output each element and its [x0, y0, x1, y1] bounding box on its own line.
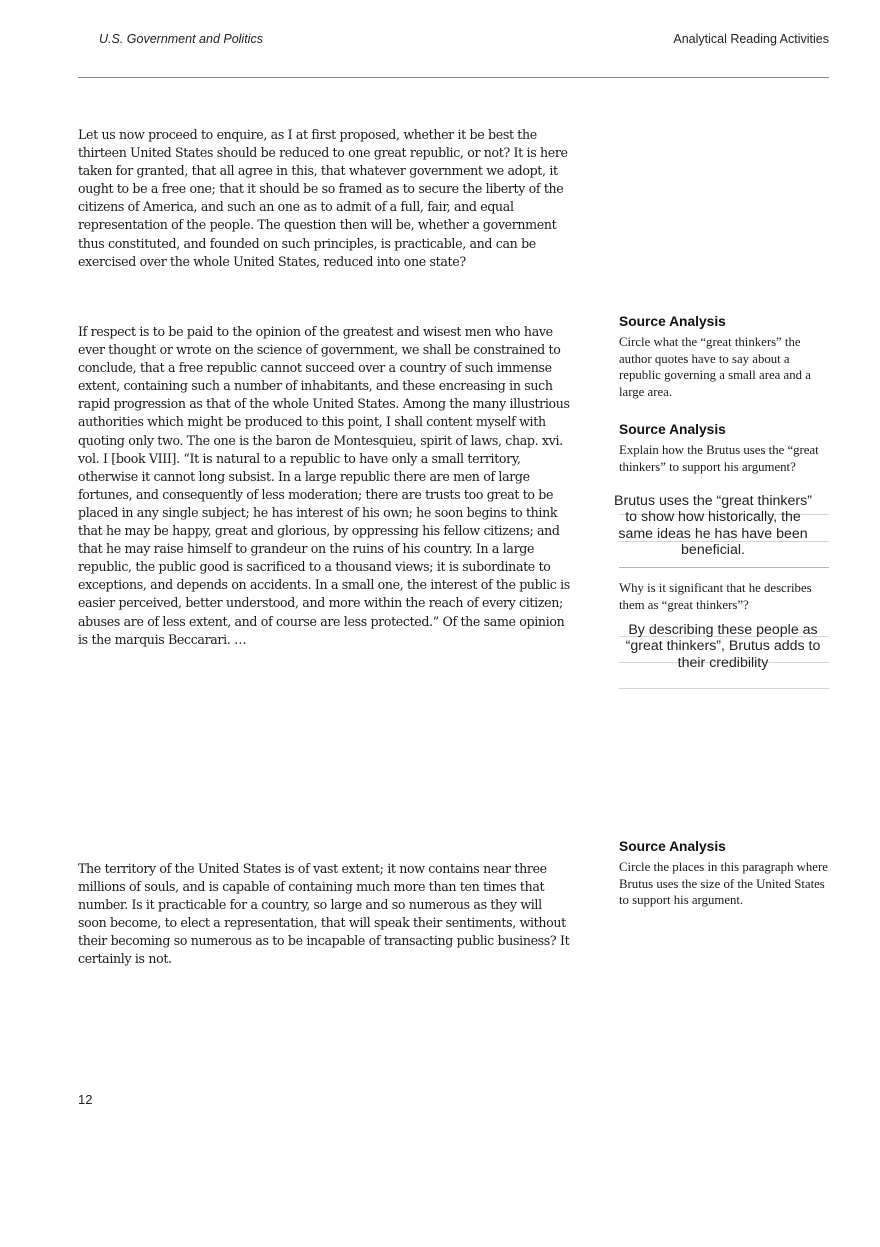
source-analysis-prompt: Circle what the “great thinkers” the author quotes have to say about a republic governing a small area and a large area.	[619, 335, 811, 399]
page-number: 12	[78, 1092, 93, 1107]
source-analysis-box-3	[619, 838, 831, 909]
header-section-title: Analytical Reading Activities	[673, 32, 829, 46]
body-paragraph-3: The territory of the United States is of vast extent; it now contains near three millions of souls, and is capable of containing much more than ten times that number. Is it practicable for a country, so large and so numerous as they will soon become, to elect a representation, that will speak their sentiments, without their becoming so numerous as to be incapable of transacting public business? It certainly is not.	[78, 861, 570, 967]
body-paragraph-1: Let us now proceed to enquire, as I at first proposed, whether it be best the thirteen United States should be reduced to one great republic, or not? It is here taken for granted, that all agree in this, that whatever government we adopt, it ought to be a free one; that it should be so framed as to secure the liberty of the citizens of America, and such an one as to admit of a full, fair, and equal representation of the people. The question then will be, whether a government thus constituted, and founded on such principles, is practicable, and can be exercised over the whole United States, reduced into one state?	[78, 127, 568, 269]
source-analysis-title: Source Analysis	[619, 422, 726, 437]
header-course-title: U.S. Government and Politics	[99, 32, 263, 46]
source-analysis-prompt: Explain how the Brutus uses the “great thinkers” to support his argument?	[619, 443, 819, 474]
student-answer-1[interactable]: Brutus uses the “great thinkers” to show how historically, the same ideas he has have been beneficial.	[614, 493, 812, 558]
source-analysis-box-2	[619, 421, 831, 475]
answer-line	[619, 567, 829, 568]
source-analysis-box-1	[619, 313, 831, 400]
follow-up-question: Why is it significant that he describes them as “great thinkers”?	[619, 581, 812, 612]
source-analysis-prompt: Circle the places in this paragraph where Brutus uses the size of the United States to support his argument.	[619, 860, 828, 907]
body-paragraph-2: If respect is to be paid to the opinion of the greatest and wisest men who have ever thought or wrote on the science of government, we shall be constrained to conclude, that a free republic cannot succeed over a country of such immense extent, containing such a number of inhabitants, and these encreasing in such rapid progression as that of the whole United States. Among the many illustrious authorities which might be produced to this point, I shall content myself with quoting only two. The one is the baron de Montesquieu, spirit of laws, chap. xvi. vol. I [book VIII]. “It is natural to a republic to have only a small territory, otherwise it cannot long subsist. In a large republic there are men of large fortunes, and consequently of less moderation; there are trusts too great to be placed in any single subject; he has interest of his own; he soon begins to think that he may be happy, great and glorious, by oppressing his fellow citizens; and that he may raise himself to grandeur on the ruins of his country. In a large republic, the public good is sacrificed to a thousand views; it is subordinate to exceptions, and depends on accidents. In a small one, the interest of the public is easier perceived, better understood, and more within the reach of every citizen; abuses are of less extent, and of course are less protected.” Of the same opinion is the marquis Beccarari. …	[78, 324, 570, 647]
source-analysis-title: Source Analysis	[619, 839, 726, 854]
header-divider	[78, 77, 829, 78]
answer-line	[619, 688, 829, 689]
source-analysis-title: Source Analysis	[619, 314, 726, 329]
student-answer-2[interactable]: By describing these people as “great thinkers”, Brutus adds to their credibility	[625, 622, 821, 671]
